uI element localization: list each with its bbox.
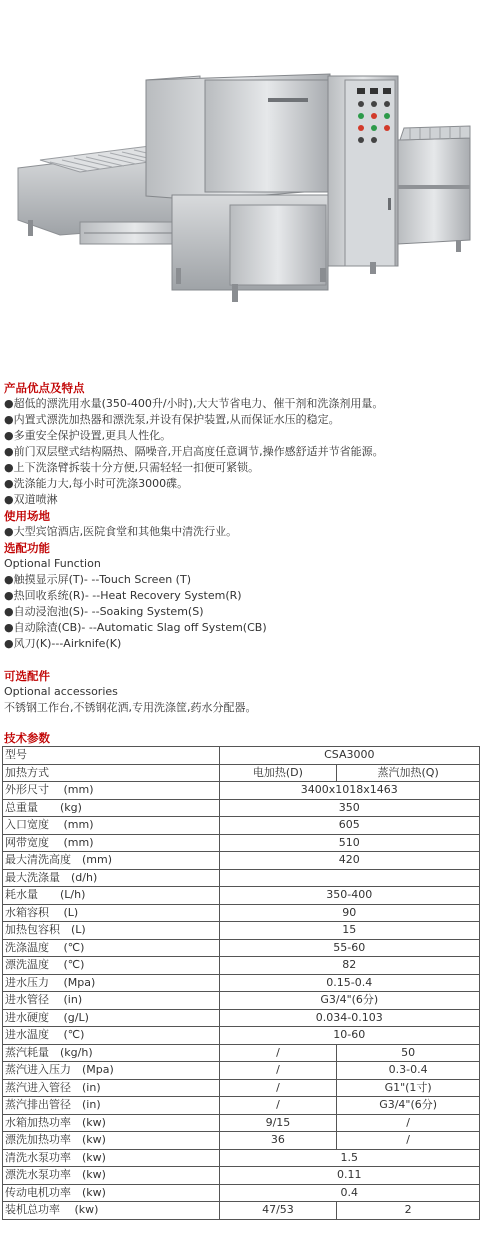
spec-label: 漂洗加热功率 (kw) [3,1132,220,1150]
spec-value: CSA3000 [219,747,479,765]
optional-item: ●自动浸泡池(S)- --Soaking System(S) [4,605,204,618]
optional-item: ●触摸显示屏(T)- --Touch Screen (T) [4,573,191,586]
spec-label: 进水管径 (in) [3,992,220,1010]
table-row [3,817,480,835]
spec-label: 清洗水泵功率 (kw) [3,1149,220,1167]
feature-item: ●上下洗涤臂拆装十分方便,只需轻轻一扣便可紧锁。 [4,461,260,474]
spec-value: 10-60 [219,1027,479,1045]
table-row [3,1062,480,1080]
spec-label: 入口宽度 (mm) [3,817,220,835]
optional-item: ●自动除渣(CB)- --Automatic Slag off System(CB) [4,621,267,634]
optional-item: ●风刀(K)---Airknife(K) [4,637,122,650]
spec-value-electric: 电加热(D) [219,764,337,782]
spec-value: 3400x1018x1463 [219,782,479,800]
spec-value: 82 [219,957,479,975]
spec-value-steam: G3/4"(6分) [337,1097,480,1115]
table-row [3,747,480,765]
spec-value-steam: 2 [337,1202,480,1220]
table-row [3,799,480,817]
description [4,380,480,716]
table-row [3,852,480,870]
spec-value: 510 [219,834,479,852]
feature-item: ●内置式漂洗加热器和漂洗泵,并设有保护装置,从而保证水压的稳定。 [4,413,340,426]
spec-label: 装机总功率 (kw) [3,1202,220,1220]
spec-value-steam: / [337,1132,480,1150]
table-row [3,1114,480,1132]
features-title: 产品优点及特点 [4,381,85,395]
spec-label: 水箱加热功率 (kw) [3,1114,220,1132]
spec-value: G3/4"(6分) [219,992,479,1010]
product-image [0,0,484,372]
spec-label: 型号 [3,747,220,765]
spec-value: 55-60 [219,939,479,957]
spec-value: 1.5 [219,1149,479,1167]
spec-value: 0.15-0.4 [219,974,479,992]
spec-value-electric: / [219,1079,337,1097]
accessories-subtitle: Optional accessories [4,685,118,698]
table-row [3,1132,480,1150]
spec-value: 420 [219,852,479,870]
spec-value-steam: G1"(1寸) [337,1079,480,1097]
spec-label: 漂洗水泵功率 (kw) [3,1167,220,1185]
spec-label: 外形尺寸 (mm) [3,782,220,800]
spec-value: 350-400 [219,887,479,905]
spec-value-electric: / [219,1097,337,1115]
spec-value: 0.11 [219,1167,479,1185]
table-row [3,887,480,905]
table-row [3,1027,480,1045]
accessories-text: 不锈钢工作台,不锈钢花洒,专用洗涤筐,药水分配器。 [4,701,257,714]
accessories-title: 可选配件 [4,669,50,683]
spec-label: 蒸汽进入压力 (Mpa) [3,1062,220,1080]
table-row [3,764,480,782]
spec-label: 网带宽度 (mm) [3,834,220,852]
table-row [3,1097,480,1115]
spec-value-electric: / [219,1062,337,1080]
spec-label: 进水硬度 (g/L) [3,1009,220,1027]
spec-label: 加热方式 [3,764,220,782]
spec-value-steam: 0.3-0.4 [337,1062,480,1080]
spec-value: 15 [219,922,479,940]
spec-value-electric: 9/15 [219,1114,337,1132]
spec-label: 传动电机功率 (kw) [3,1184,220,1202]
spec-value-electric: 36 [219,1132,337,1150]
spec-label: 加热包容积 (L) [3,922,220,940]
spec-label: 蒸汽排出管径 (in) [3,1097,220,1115]
feature-item: ●超低的漂洗用水量(350-400升/小时),大大节省电力、催干剂和洗涤剂用量。 [4,397,384,410]
feature-item: ●双道喷淋 [4,493,58,506]
table-row [3,957,480,975]
table-row [3,1079,480,1097]
spec-value-electric: / [219,1044,337,1062]
spec-title: 技术参数 [4,731,50,745]
spec-label: 总重量 (kg) [3,799,220,817]
table-row [3,834,480,852]
spec-label: 蒸汽进入管径 (in) [3,1079,220,1097]
spec-label: 水箱容积 (L) [3,904,220,922]
spec-value [219,869,479,887]
spec-label: 进水压力 (Mpa) [3,974,220,992]
spec-value-steam: 50 [337,1044,480,1062]
spec-value-steam: 蒸汽加热(Q) [337,764,480,782]
spec-label: 漂洗温度 (℃) [3,957,220,975]
table-row [3,904,480,922]
usage-title: 使用场地 [4,509,50,523]
table-row [3,782,480,800]
spec-table [2,746,480,1220]
table-row [3,1167,480,1185]
spec-value: 0.034-0.103 [219,1009,479,1027]
spec-value-electric: 47/53 [219,1202,337,1220]
table-row [3,992,480,1010]
table-row [3,869,480,887]
dishwasher-illustration [0,0,484,372]
spec-label: 最大洗涤量 (d/h) [3,869,220,887]
spec-label: 耗水量 (L/h) [3,887,220,905]
optional-subtitle: Optional Function [4,557,101,570]
spec-value-steam: / [337,1114,480,1132]
table-row [3,1184,480,1202]
table-row [3,1149,480,1167]
feature-item: ●前门双层壁式结构隔热、隔噪音,开启高度任意调节,操作感舒适并节省能源。 [4,445,384,458]
table-row [3,1202,480,1220]
table-row [3,922,480,940]
feature-item: ●洗涤能力大,每小时可洗涤3000碟。 [4,477,189,490]
spec-label: 洗涤温度 (℃) [3,939,220,957]
spec-label: 进水温度 (℃) [3,1027,220,1045]
table-row [3,1009,480,1027]
table-row [3,939,480,957]
usage-text: ●大型宾馆酒店,医院食堂和其他集中清洗行业。 [4,525,238,538]
spec-label: 最大清洗高度 (mm) [3,852,220,870]
table-row [3,974,480,992]
table-row [3,1044,480,1062]
spec-value: 350 [219,799,479,817]
spec-value: 605 [219,817,479,835]
spec-label: 蒸汽耗量 (kg/h) [3,1044,220,1062]
optional-item: ●热回收系统(R)- --Heat Recovery System(R) [4,589,242,602]
spec-value: 0.4 [219,1184,479,1202]
feature-item: ●多重安全保护设置,更具人性化。 [4,429,172,442]
spec-value: 90 [219,904,479,922]
optional-title: 选配功能 [4,541,50,555]
